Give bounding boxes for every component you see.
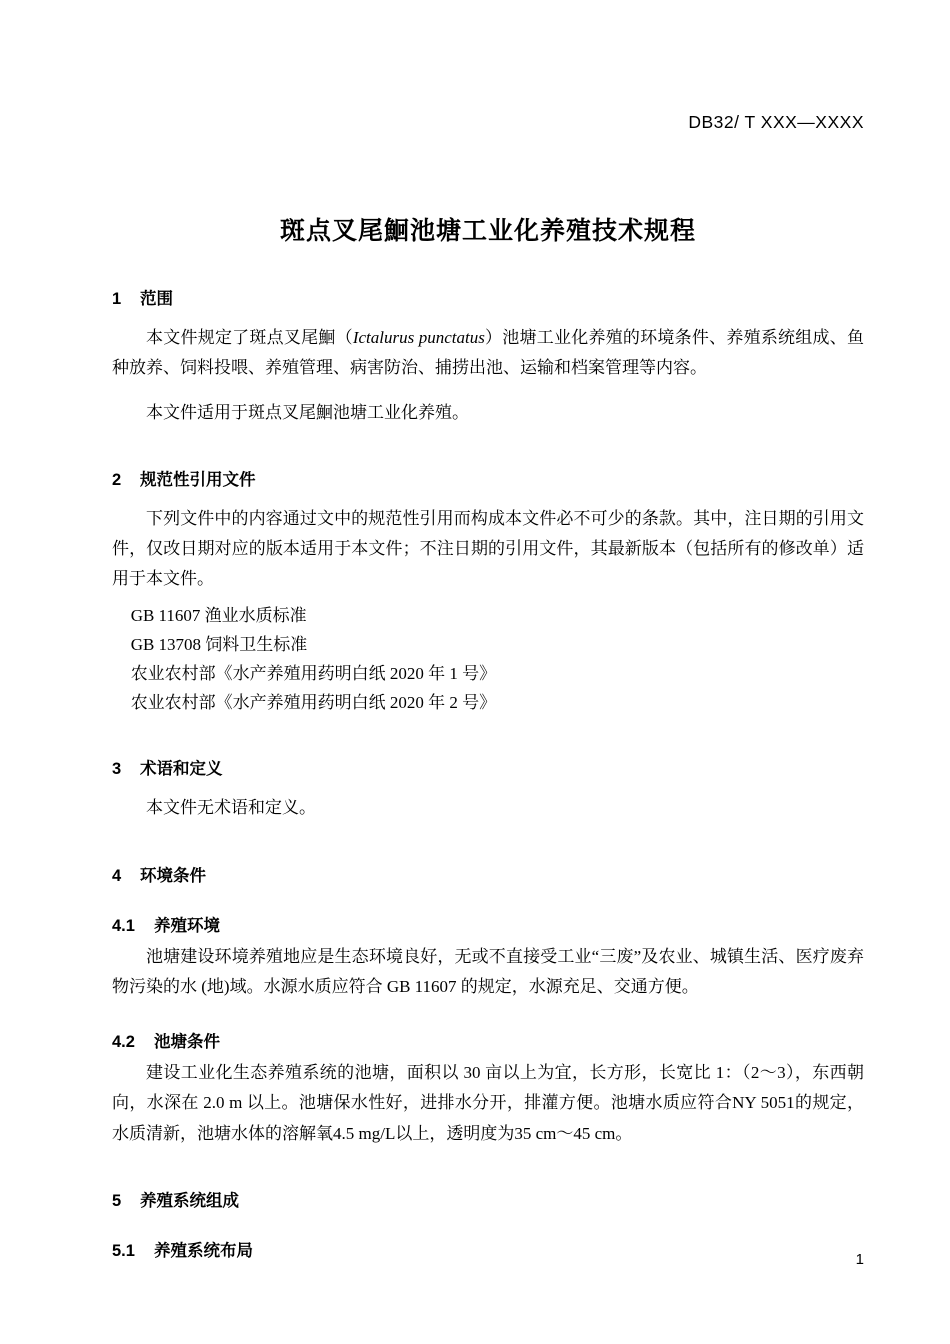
section-heading-3 — [112, 755, 864, 779]
standard-number-header: DB32/ T XXX—XXXX — [688, 112, 864, 132]
subsection-title-4-1: 养殖环境 — [154, 916, 220, 935]
page-content — [112, 0, 864, 1261]
page-number: 1 — [855, 1251, 864, 1268]
list-item: GB 13708 饲料卫生标准 — [130, 634, 308, 654]
subsection-4-1-paragraph: 池塘建设环境养殖地应是生态环境良好，无或不直接受工业“三废”及农业、城镇生活、医疗废弃物污染的水 (地)域。水源水质应符合 GB 11607 的规定，水源充足、交通方便。 — [112, 946, 864, 996]
section-1-paragraph-2: 本文件适用于斑点叉尾鮰池塘工业化养殖。 — [146, 402, 469, 422]
subsection-number-4-2: 4.2 — [112, 1033, 135, 1052]
section-number-4: 4 — [112, 866, 122, 885]
list-item: GB 11607 渔业水质标准 — [130, 605, 307, 625]
section-3-paragraph-1: 本文件无术语和定义。 — [146, 798, 316, 818]
subsection-number-5-1: 5.1 — [112, 1241, 135, 1260]
section-heading-5 — [112, 1187, 864, 1211]
section-title-2: 规范性引用文件 — [140, 470, 256, 489]
section-number-2: 2 — [112, 470, 122, 489]
normative-references-list — [112, 601, 864, 718]
section-number-5: 5 — [112, 1191, 122, 1210]
section-heading-4 — [112, 862, 864, 886]
list-item: 农业农村部《水产养殖用药明白纸 2020 年 1 号》 — [130, 663, 497, 683]
scope-text-tail: ）池塘工业化养殖的环境条件、养殖系统组成、鱼种放养、饲料投喂、养殖管理、病害防治、捕捞出池、运输和档案管理等内容。 — [112, 328, 864, 378]
list-item: 农业农村部《水产养殖用药明白纸 2020 年 2 号》 — [130, 693, 497, 713]
section-1-paragraph-1 — [112, 323, 864, 384]
section-heading-2 — [112, 466, 864, 490]
section-title-5: 养殖系统组成 — [140, 1191, 239, 1210]
section-title-1: 范围 — [140, 290, 173, 308]
scope-text-lead: 本文件规定了斑点叉尾鮰（ — [146, 328, 353, 347]
page-title: 斑点叉尾鮰池塘工业化养殖技术规程 — [279, 217, 696, 245]
subsection-number-4-1: 4.1 — [112, 916, 135, 935]
subsection-heading-4-2 — [112, 1028, 864, 1052]
section-heading-1 — [112, 285, 864, 309]
subsection-title-5-1: 养殖系统布局 — [154, 1241, 253, 1260]
section-number-3: 3 — [112, 760, 122, 779]
subsection-heading-5-1 — [112, 1237, 864, 1261]
section-number-1: 1 — [112, 290, 122, 308]
subsection-title-4-2: 池塘条件 — [154, 1033, 220, 1052]
subsection-4-2-paragraph: 建设工业化生态养殖系统的池塘，面积以 30 亩以上为宜，长方形，长宽比 1：（2～3），东西朝向，水深在 2.0 m 以上。池塘保水性好，进排水分开，排灌方便。池塘水质应符合NY 5051的规定，水质清新，池塘水体的溶解氧4.5 mg/L以上，透明度为35 cm～45 cm。 — [112, 1063, 864, 1143]
subsection-heading-4-1 — [112, 912, 864, 936]
species-latin-name: Ictalurus punctatus — [352, 328, 485, 347]
section-title-3: 术语和定义 — [140, 760, 223, 779]
section-2-paragraph-1: 下列文件中的内容通过文中的规范性引用而构成本文件必不可少的条款。其中，注日期的引用文件，仅改日期对应的版本适用于本文件；不注日期的引用文件，其最新版本（包括所有的修改单）适用于本文件。 — [112, 508, 864, 589]
section-title-4: 环境条件 — [140, 866, 206, 885]
